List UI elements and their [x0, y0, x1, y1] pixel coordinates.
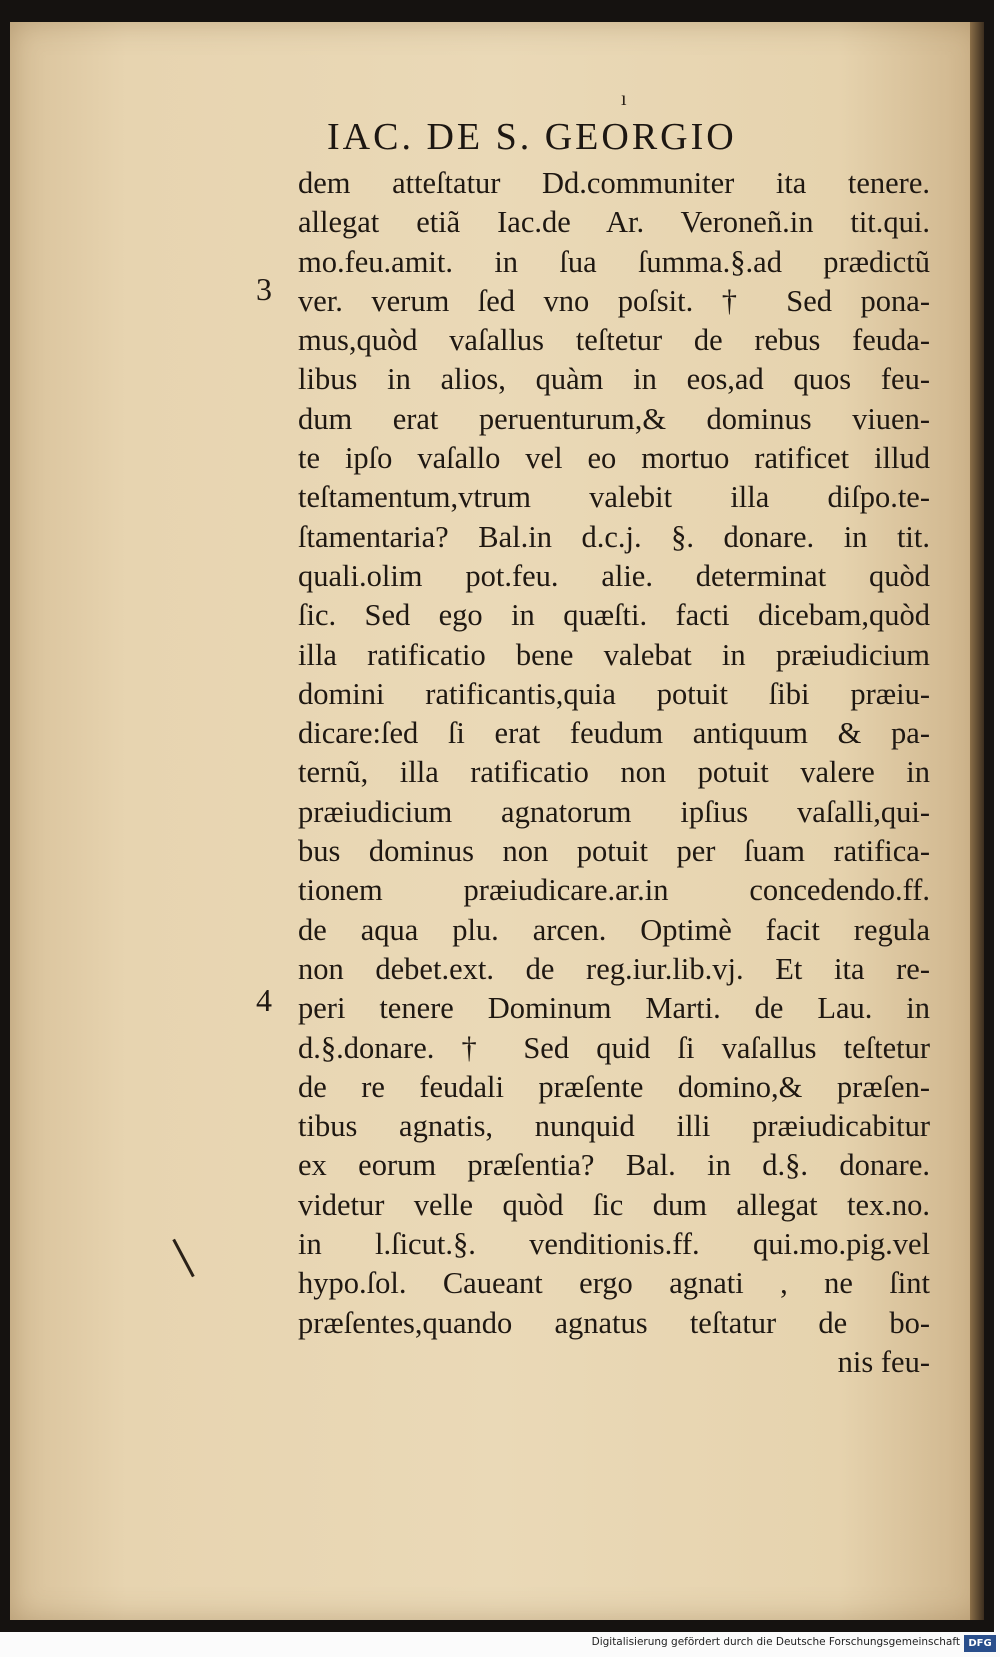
- text-line: d.§.donare. † Sed quid ſi vaſallus teſtetur: [298, 1030, 930, 1065]
- text-line: illa ratificatio bene valebat in præiudicium: [298, 637, 930, 672]
- text-line: de aqua plu. arcen. Optimè facit regula: [298, 912, 930, 947]
- text-line: ex eorum præſentia? Bal. in d.§. donare.: [298, 1148, 930, 1183]
- text-line: in l.ſicut.§. venditionis.ff. qui.mo.pig.vel: [298, 1227, 930, 1262]
- text-line: non debet.ext. de reg.iur.lib.vj. Et ita re-: [298, 951, 930, 986]
- text-line: ſic. Sed ego in quæſti. facti dicebam,quòd: [298, 598, 930, 633]
- text-line: præiudicium agnatorum ipſius vaſalli,qui-: [298, 794, 930, 829]
- dfg-logo: DFG: [964, 1635, 996, 1652]
- body-text: [298, 164, 930, 1382]
- text-line: ver. verum ſed vno poſsit. † Sed pona-: [298, 283, 930, 318]
- text-line: de re feudali præſente domino,& præſen-: [298, 1069, 930, 1104]
- text-line: te ipſo vaſallo vel eo mortuo ratificet illud: [298, 441, 930, 476]
- top-mark: ı: [621, 88, 627, 110]
- text-line: videtur velle quòd ſic dum allegat tex.no.: [298, 1187, 930, 1222]
- text-line: hypo.ſol. Caueant ergo agnati , ne ſint: [298, 1266, 930, 1301]
- text-line: domini ratificantis,quia potuit ſibi præiu-: [298, 676, 930, 711]
- footer-bar: [0, 1632, 1000, 1657]
- text-line: teſtamentum,vtrum valebit illa diſpo.te-: [298, 480, 930, 515]
- text-line: allegat etiã Iac.de Ar. Veroneñ.in tit.qui.: [298, 205, 930, 240]
- text-line: peri tenere Dominum Marti. de Lau. in: [298, 991, 930, 1026]
- page-edge: [970, 22, 984, 1620]
- text-line: mo.feu.amit. in ſua ſumma.§.ad prædictũ: [298, 244, 930, 279]
- text-line: bus dominus non potuit per ſuam ratifica-: [298, 834, 930, 869]
- text-line: tibus agnatis, nunquid illi præiudicabitur: [298, 1109, 930, 1144]
- margin-number-4: 4: [256, 982, 272, 1018]
- text-line: tionem præiudicare.ar.in concedendo.ff.: [298, 873, 930, 908]
- text-line: libus in alios, quàm in eos,ad quos feu-: [298, 362, 930, 397]
- running-head: IAC. DE S. GEORGIO: [327, 116, 737, 158]
- text-line: mus,quòd vaſallus teſtetur de rebus feuda-: [298, 323, 930, 358]
- text-line: ternũ, illa ratificatio non potuit valere in: [298, 755, 930, 790]
- text-line: nis feu-: [837, 1344, 930, 1379]
- text-line: dum erat peruenturum,& dominus viuen-: [298, 401, 930, 436]
- footer-credit: Digitalisierung gefördert durch die Deutsche Forschungsgemeinschaft: [591, 1636, 960, 1648]
- text-line: præſentes,quando agnatus teſtatur de bo-: [298, 1305, 930, 1340]
- text-line: dicare:ſed ſi erat feudum antiquum & pa-: [298, 716, 930, 751]
- text-line: ſtamentaria? Bal.in d.c.j. §. donare. in tit.: [298, 519, 930, 554]
- margin-number-3: 3: [256, 271, 272, 307]
- text-line: quali.olim pot.feu. alie. determinat quòd: [298, 558, 930, 593]
- text-line: dem atteſtatur Dd.communiter ita tenere.: [298, 166, 930, 200]
